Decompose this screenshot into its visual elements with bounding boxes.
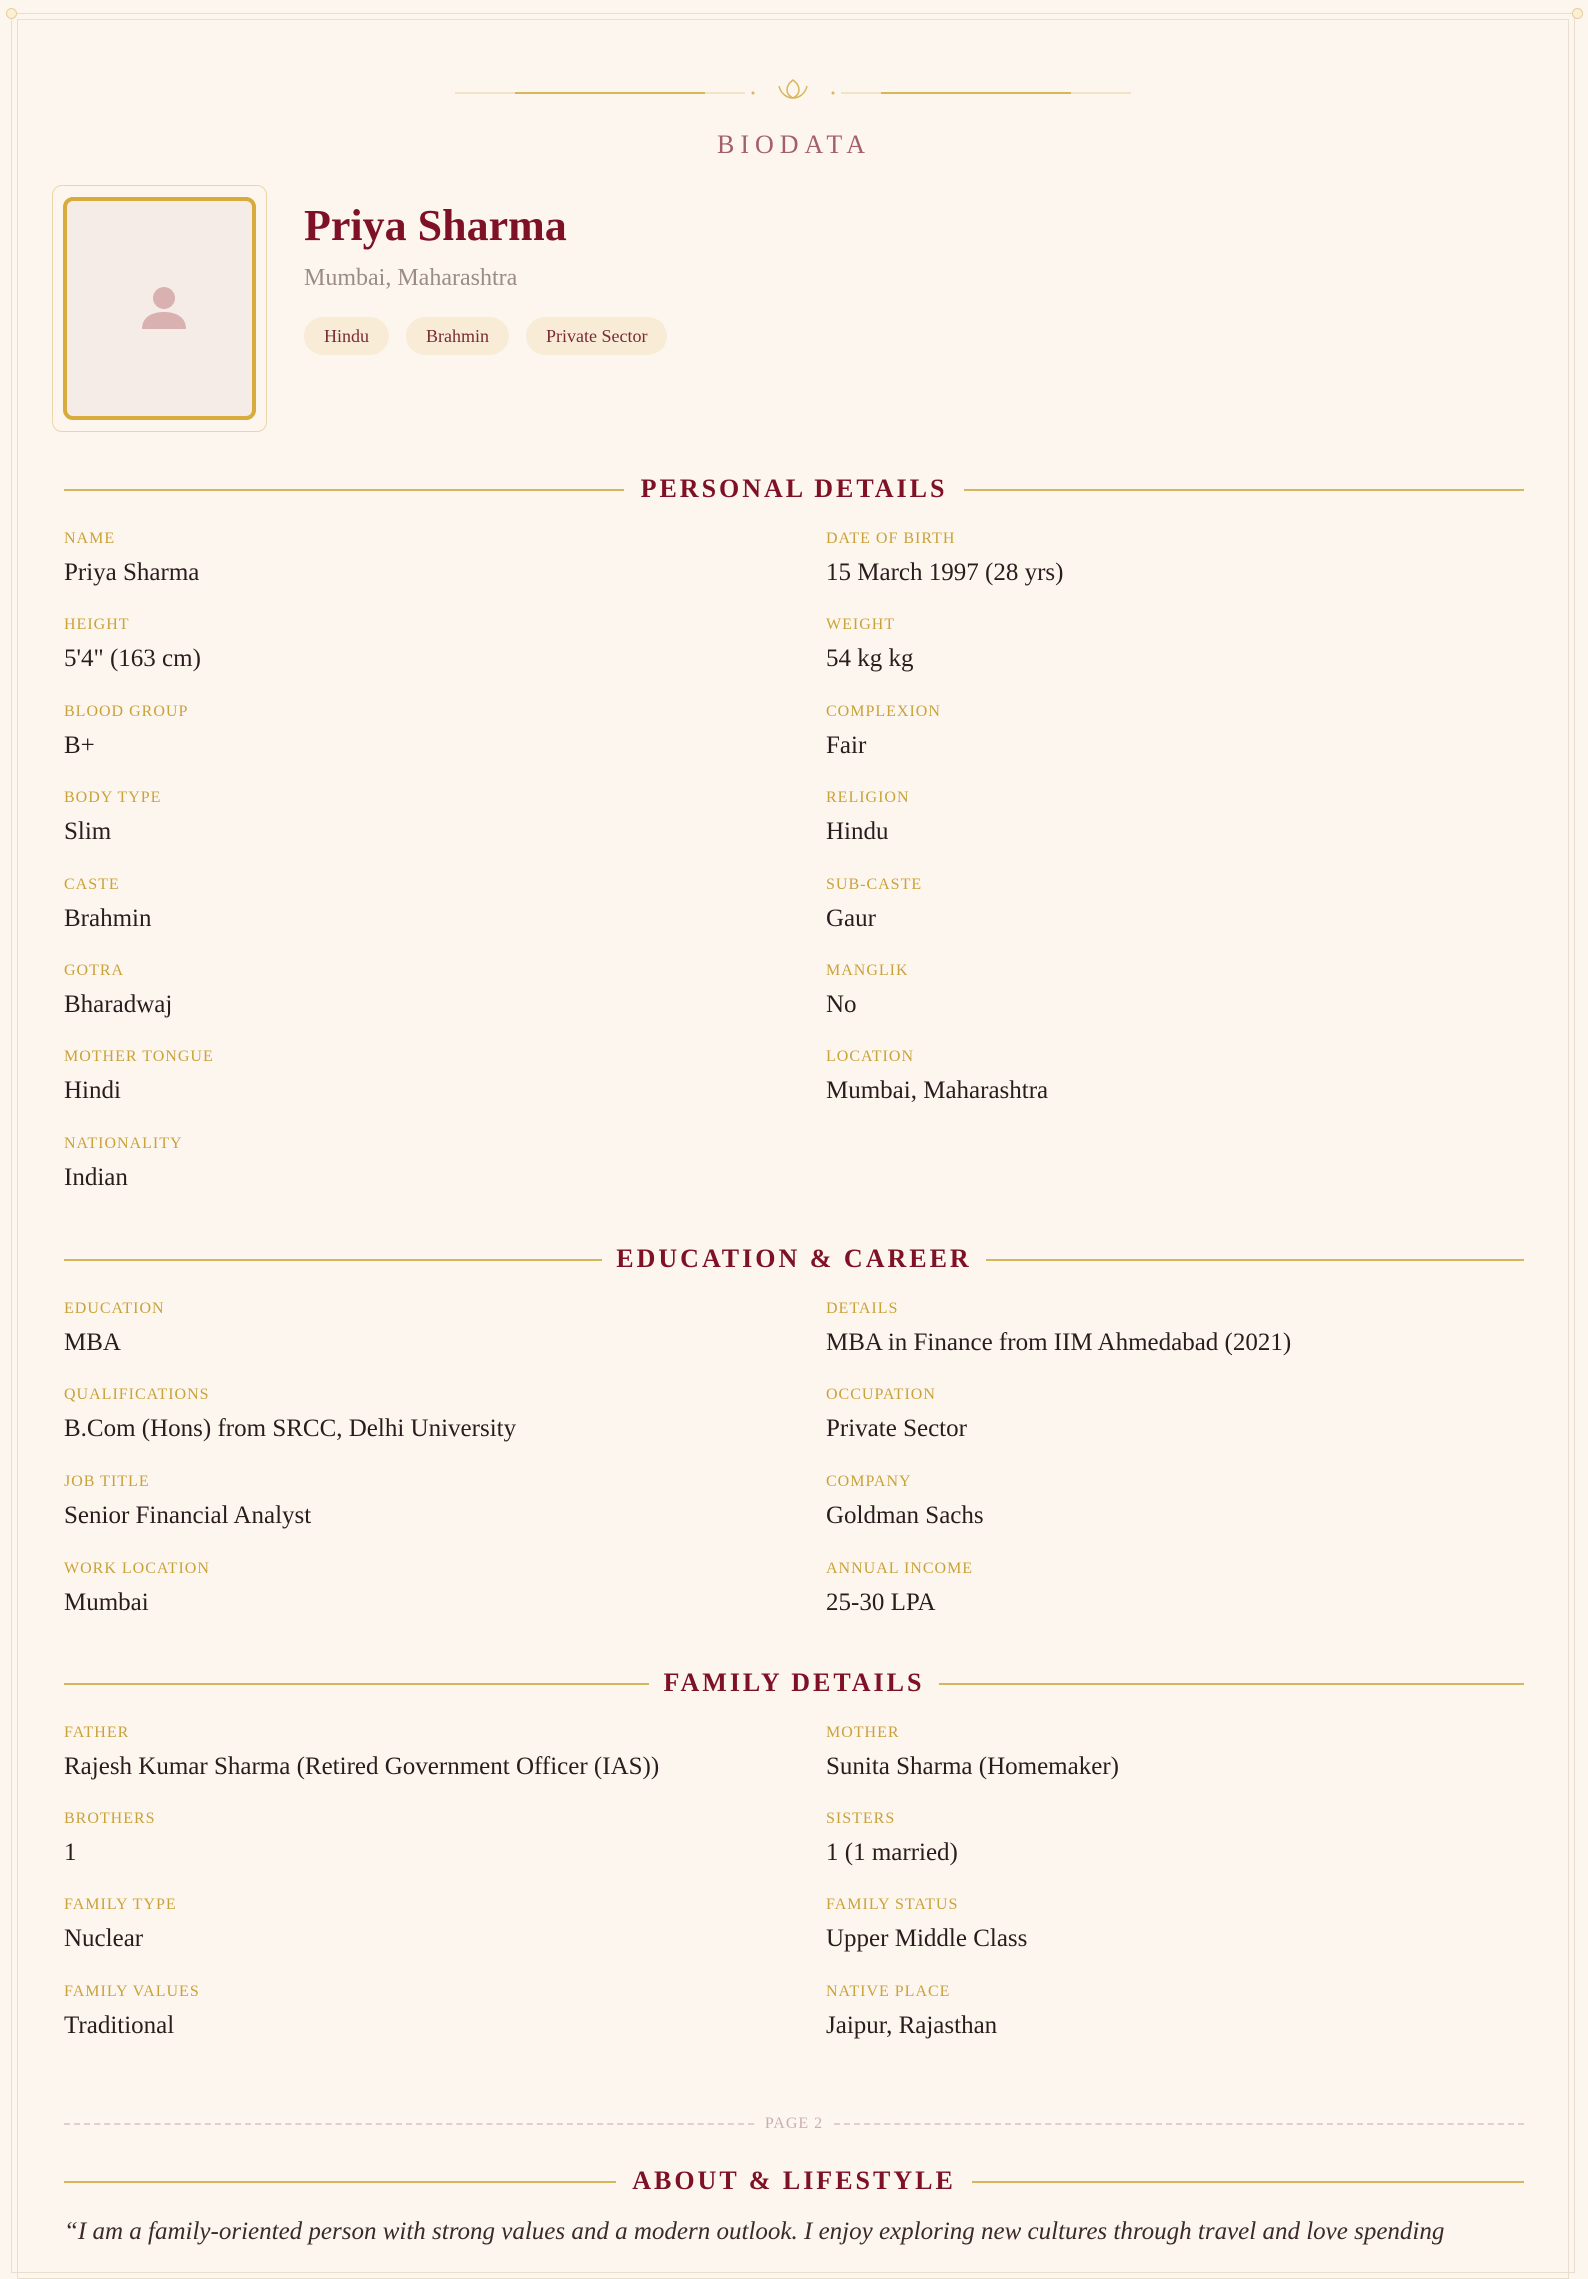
field-religion — [826, 789, 1526, 847]
field-value: Senior Financial Analyst — [64, 1502, 312, 1529]
field-label: SISTERS — [826, 1810, 896, 1827]
field-value: 54 kg kg — [826, 645, 914, 672]
profile-name: Priya Sharma — [304, 201, 567, 250]
field-label: FATHER — [64, 1724, 130, 1741]
field-label: GOTRA — [64, 962, 125, 979]
field-family-type — [64, 1896, 764, 1954]
field-father — [64, 1724, 764, 1782]
lotus-ornament-icon — [455, 76, 1131, 106]
corner-dot-icon — [6, 8, 17, 19]
field-value: Fair — [826, 732, 867, 759]
field-value: MBA in Finance from IIM Ahmedabad (2021) — [826, 1329, 1292, 1356]
field-value: Hindi — [64, 1077, 121, 1104]
field-label: COMPLEXION — [826, 703, 941, 720]
field-label: COMPANY — [826, 1473, 912, 1490]
field-label: EDUCATION — [64, 1300, 165, 1317]
field-value: Slim — [64, 818, 112, 845]
field-label: BLOOD GROUP — [64, 703, 189, 720]
field-value: No — [826, 991, 857, 1018]
field-value: Nuclear — [64, 1925, 144, 1952]
photo-placeholder — [63, 197, 256, 420]
field-value: Mumbai, Maharashtra — [826, 1077, 1049, 1104]
user-icon — [141, 285, 187, 331]
field-occupation — [826, 1386, 1526, 1444]
field-label: DATE OF BIRTH — [826, 530, 956, 547]
field-label: BODY TYPE — [64, 789, 162, 806]
field-education-details — [826, 1300, 1526, 1358]
field-value: MBA — [64, 1329, 121, 1356]
section-title: ABOUT & LIFESTYLE — [632, 2166, 956, 2195]
field-manglik — [826, 962, 1526, 1020]
field-value: Hindu — [826, 818, 889, 845]
field-label: HEIGHT — [64, 616, 130, 633]
tag-caste: Brahmin — [406, 317, 509, 355]
field-gotra — [64, 962, 764, 1020]
field-value: Indian — [64, 1164, 128, 1191]
field-brothers — [64, 1810, 764, 1868]
divider-line — [964, 489, 1524, 491]
profile-tags — [304, 317, 667, 355]
divider-line — [986, 1259, 1524, 1261]
field-value: 5'4" (163 cm) — [64, 645, 201, 672]
field-label: RELIGION — [826, 789, 910, 806]
tag-religion: Hindu — [304, 317, 389, 355]
field-education — [64, 1300, 764, 1358]
page-break — [64, 2112, 1524, 2136]
field-label: NATIONALITY — [64, 1135, 183, 1152]
field-sub-caste — [826, 876, 1526, 934]
field-blood-group — [64, 703, 764, 761]
field-value: Priya Sharma — [64, 559, 200, 586]
field-family-status — [826, 1896, 1526, 1954]
section-title: EDUCATION & CAREER — [616, 1244, 972, 1273]
field-value: 1 (1 married) — [826, 1839, 958, 1866]
field-mother — [826, 1724, 1526, 1782]
field-complexion — [826, 703, 1526, 761]
field-label: SUB-CASTE — [826, 876, 923, 893]
profile-photo[interactable] — [52, 185, 267, 432]
field-value: Brahmin — [64, 905, 152, 932]
field-value: 25-30 LPA — [826, 1589, 936, 1616]
field-label: OCCUPATION — [826, 1386, 936, 1403]
field-label: QUALIFICATIONS — [64, 1386, 210, 1403]
field-qualifications — [64, 1386, 764, 1444]
field-label: LOCATION — [826, 1048, 914, 1065]
field-value: Goldman Sachs — [826, 1502, 984, 1529]
section-personal-details — [64, 474, 1524, 504]
field-label: NAME — [64, 530, 116, 547]
field-label: FAMILY VALUES — [64, 1983, 200, 2000]
field-company — [826, 1473, 1526, 1531]
field-value: B+ — [64, 732, 95, 759]
section-title: PERSONAL DETAILS — [640, 474, 948, 503]
section-title: FAMILY DETAILS — [663, 1668, 925, 1697]
field-value: Jaipur, Rajasthan — [826, 2012, 998, 2039]
page-number: PAGE 2 — [764, 2115, 824, 2132]
field-value: Sunita Sharma (Homemaker) — [826, 1753, 1119, 1780]
field-value: 1 — [64, 1839, 77, 1866]
field-sisters — [826, 1810, 1526, 1868]
field-caste — [64, 876, 764, 934]
field-value: Mumbai — [64, 1589, 149, 1616]
dashed-divider — [834, 2123, 1524, 2125]
field-value: Private Sector — [826, 1415, 967, 1442]
field-value: Upper Middle Class — [826, 1925, 1028, 1952]
about-quote: “I am a family-oriented person with strong values and a modern outlook. I enjoy exploring new cultures through travel and love spending — [64, 2218, 1445, 2245]
field-label: FAMILY TYPE — [64, 1896, 177, 1913]
field-label: JOB TITLE — [64, 1473, 150, 1490]
field-location — [826, 1048, 1526, 1106]
field-label: BROTHERS — [64, 1810, 156, 1827]
document-title: BIODATA — [716, 130, 872, 159]
field-label: MOTHER TONGUE — [64, 1048, 214, 1065]
field-body-type — [64, 789, 764, 847]
field-nationality — [64, 1135, 764, 1193]
field-label: NATIVE PLACE — [826, 1983, 951, 2000]
section-education-career — [64, 1244, 1524, 1274]
field-label: MANGLIK — [826, 962, 909, 979]
field-label: WEIGHT — [826, 616, 896, 633]
field-native-place — [826, 1983, 1526, 2041]
section-about-lifestyle — [64, 2166, 1524, 2196]
field-job-title — [64, 1473, 764, 1531]
field-label: CASTE — [64, 876, 120, 893]
field-label: ANNUAL INCOME — [826, 1560, 974, 1577]
field-label: DETAILS — [826, 1300, 899, 1317]
field-height — [64, 616, 764, 674]
field-weight — [826, 616, 1526, 674]
field-annual-income — [826, 1560, 1526, 1618]
field-label: MOTHER — [826, 1724, 900, 1741]
field-value: Gaur — [826, 905, 876, 932]
field-work-location — [64, 1560, 764, 1618]
field-value: 15 March 1997 (28 yrs) — [826, 559, 1064, 586]
field-date-of-birth — [826, 530, 1526, 588]
field-name — [64, 530, 764, 588]
corner-dot-icon — [1572, 8, 1583, 19]
divider-line — [939, 1683, 1524, 1685]
field-label: WORK LOCATION — [64, 1560, 210, 1577]
field-family-values — [64, 1983, 764, 2041]
field-value: B.Com (Hons) from SRCC, Delhi University — [64, 1415, 517, 1442]
divider-line — [972, 2181, 1524, 2183]
field-value: Bharadwaj — [64, 991, 173, 1018]
section-family-details — [64, 1668, 1524, 1698]
field-label: FAMILY STATUS — [826, 1896, 959, 1913]
profile-location: Mumbai, Maharashtra — [304, 265, 518, 291]
field-mother-tongue — [64, 1048, 764, 1106]
field-value: Rajesh Kumar Sharma (Retired Government Officer (IAS)) — [64, 1753, 660, 1780]
tag-occupation: Private Sector — [526, 317, 667, 355]
field-value: Traditional — [64, 2012, 175, 2039]
